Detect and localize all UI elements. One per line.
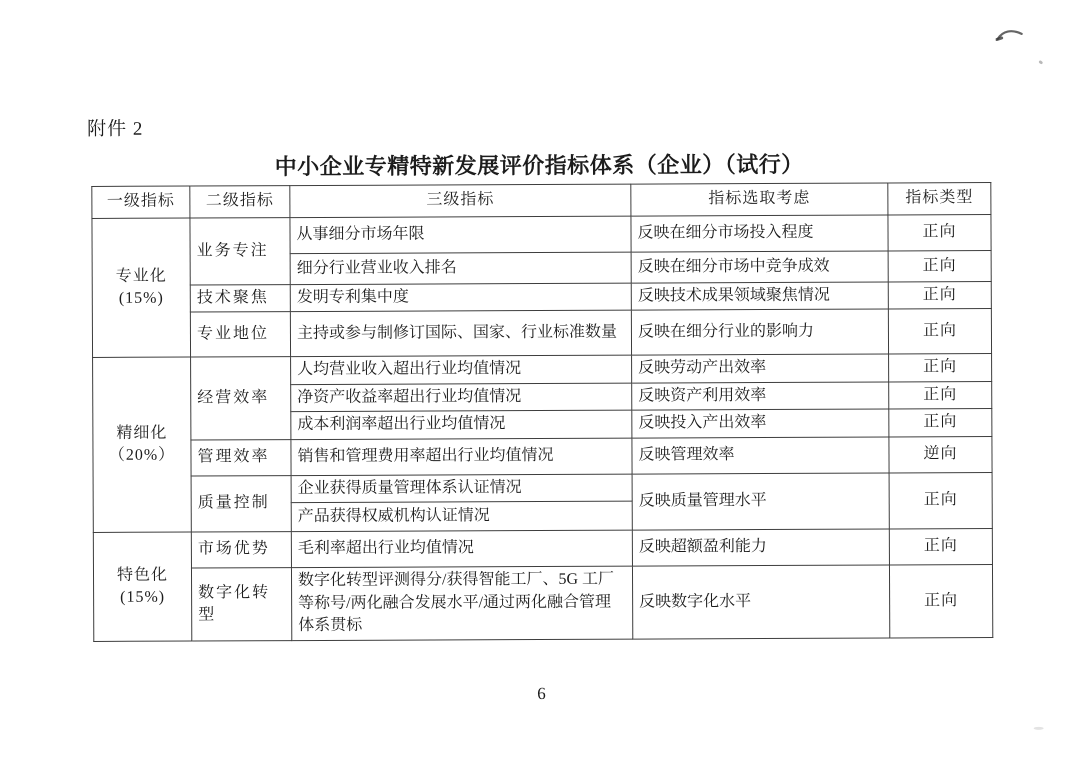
header-consideration: 指标选取考虑 xyxy=(631,183,888,216)
consideration-cell: 反映数字化水平 xyxy=(632,565,889,639)
level3-cell: 数字化转型评测得分/获得智能工厂、5G 工厂等称号/两化融合发展水平/通过两化融合管理体系贯标 xyxy=(291,566,632,640)
header-type: 指标类型 xyxy=(888,183,991,215)
level3-cell: 主持或参与制修订国际、国家、行业标准数量 xyxy=(290,310,631,356)
level1-weight: (15%) xyxy=(120,588,166,606)
table-row xyxy=(93,436,992,476)
scan-artifact-speck xyxy=(1038,60,1043,65)
consideration-cell: 反映资产利用效率 xyxy=(632,382,889,411)
level3-cell: 销售和管理费用率超出行业均值情况 xyxy=(291,438,632,475)
consideration-cell: 反映管理效率 xyxy=(632,437,889,474)
table-row xyxy=(93,564,992,641)
table-row xyxy=(93,354,992,385)
consideration-cell: 反映在细分行业的影响力 xyxy=(631,309,888,355)
level1-cell xyxy=(93,357,192,532)
consideration-cell: 反映技术成果领域聚焦情况 xyxy=(631,282,888,311)
level3-cell: 细分行业营业收入排名 xyxy=(290,252,631,284)
scan-artifact-speck xyxy=(1034,727,1044,730)
header-level3: 三级指标 xyxy=(290,184,631,217)
table-row xyxy=(93,472,992,503)
level1-name: 精细化 xyxy=(116,424,168,442)
type-cell: 正向 xyxy=(888,309,991,354)
level3-cell: 产品获得权威机构认证情况 xyxy=(291,501,632,531)
table-row xyxy=(92,309,991,358)
level2-cell: 数字化转型 xyxy=(191,568,291,641)
level3-cell: 净资产收益率超出行业均值情况 xyxy=(291,383,632,412)
page-title: 中小企业专精特新发展评价指标体系（企业）（试行） xyxy=(274,151,804,180)
table-row xyxy=(93,528,992,568)
level3-cell: 毛利率超出行业均值情况 xyxy=(291,530,632,567)
type-cell: 正向 xyxy=(889,381,992,409)
consideration-cell: 反映劳动产出效率 xyxy=(632,354,889,383)
type-cell: 正向 xyxy=(889,409,992,437)
level1-weight: （20%） xyxy=(108,446,176,465)
table-row xyxy=(92,282,991,313)
type-cell: 正向 xyxy=(889,354,992,382)
level1-name: 专业化 xyxy=(115,267,167,285)
type-cell: 正向 xyxy=(888,282,991,310)
level1-cell xyxy=(92,218,191,358)
indicator-table xyxy=(91,182,993,642)
level2-cell: 经营效率 xyxy=(191,357,291,440)
consideration-cell: 反映在细分市场投入程度 xyxy=(631,215,888,252)
header-level2: 二级指标 xyxy=(190,186,290,218)
type-cell: 正向 xyxy=(889,528,992,564)
type-cell: 正向 xyxy=(888,251,991,282)
type-cell: 正向 xyxy=(889,564,992,637)
table-row xyxy=(92,215,991,255)
type-cell: 正向 xyxy=(889,472,992,529)
header-level1: 一级指标 xyxy=(92,186,190,218)
table-header-row xyxy=(92,183,991,219)
attachment-label: 附件 2 xyxy=(87,118,144,140)
level3-cell: 从事细分市场年限 xyxy=(290,216,631,253)
level1-name: 特色化 xyxy=(116,566,169,584)
consideration-cell: 反映质量管理水平 xyxy=(632,473,889,531)
level3-cell: 企业获得质量管理体系认证情况 xyxy=(291,474,632,503)
level2-cell: 专业地位 xyxy=(190,312,290,357)
level2-cell: 管理效率 xyxy=(191,439,291,475)
page-number: 6 xyxy=(537,683,546,704)
level3-cell: 发明专利集中度 xyxy=(290,283,631,312)
level1-cell xyxy=(93,532,191,641)
level3-cell: 人均营业收入超出行业均值情况 xyxy=(291,355,632,384)
level1-weight: (15%) xyxy=(118,289,164,308)
scan-artifact-stroke xyxy=(996,28,1030,44)
consideration-cell: 反映投入产出效率 xyxy=(632,409,889,438)
type-cell: 逆向 xyxy=(889,436,992,472)
type-cell: 正向 xyxy=(888,215,991,251)
consideration-cell: 反映超额盈利能力 xyxy=(632,529,889,566)
level2-cell: 技术聚焦 xyxy=(190,285,290,313)
consideration-cell: 反映在细分市场中竞争成效 xyxy=(631,251,888,283)
level2-cell: 市场优势 xyxy=(191,532,291,568)
level2-cell: 质量控制 xyxy=(191,475,291,532)
level2-cell: 业务专注 xyxy=(190,218,290,285)
level3-cell: 成本利润率超出行业均值情况 xyxy=(291,410,632,439)
